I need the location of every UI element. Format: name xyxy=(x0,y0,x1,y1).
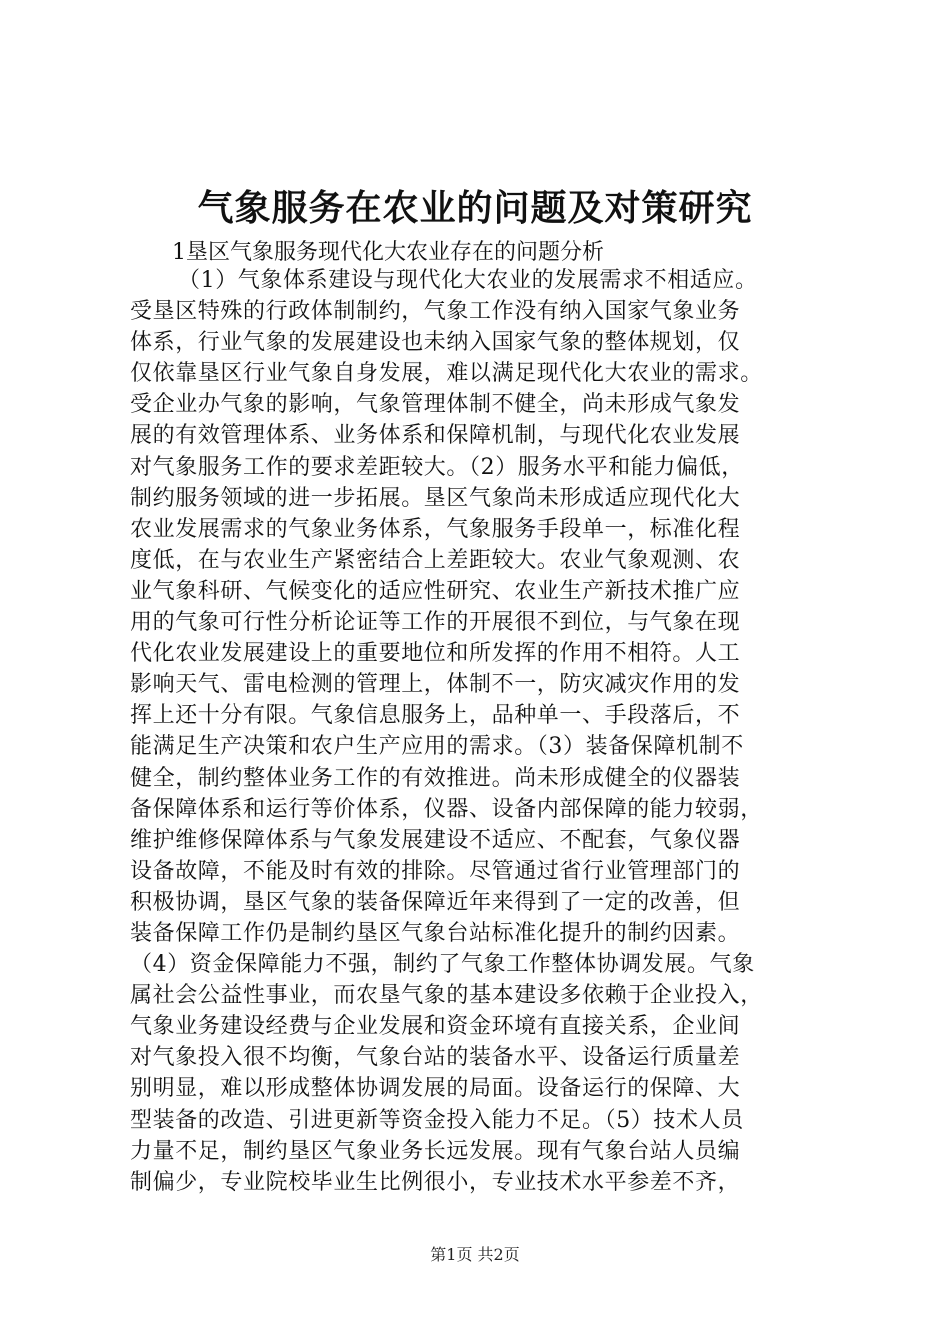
body-line: 积极协调，垦区气象的装备保障近年来得到了一定的改善，但 xyxy=(130,889,741,915)
body-line: 受垦区特殊的行政体制制约，气象工作没有纳入国家气象业务 xyxy=(130,299,741,325)
body-line: 制约服务领域的进一步拓展。垦区气象尚未形成适应现代化大 xyxy=(130,485,741,511)
body-line: 健全，制约整体业务工作的有效推进。尚未形成健全的仪器装 xyxy=(130,765,741,791)
body-line: 用的气象可行性分析论证等工作的开展很不到位，与气象在现 xyxy=(130,610,741,636)
body-line: 对气象投入很不均衡，气象台站的装备水平、设备运行质量差 xyxy=(130,1045,741,1071)
body-line: 农业发展需求的气象业务体系，气象服务手段单一，标准化程 xyxy=(130,516,741,542)
body-line: 仅依靠垦区行业气象自身发展，难以满足现代化大农业的需求。 xyxy=(130,361,763,387)
body-line: 代化农业发展建设上的重要地位和所发挥的作用不相符。人工 xyxy=(130,641,741,667)
body-line: 型装备的改造、引进更新等资金投入能力不足。（5）技术人员 xyxy=(130,1107,744,1133)
body-line: 挥上还十分有限。气象信息服务上，品种单一、手段落后，不 xyxy=(130,703,741,729)
body-line: （4）资金保障能力不强，制约了气象工作整体协调发展。气象 xyxy=(130,952,755,978)
body-line: 业气象科研、气候变化的适应性研究、农业生产新技术推广应 xyxy=(130,578,741,604)
body-line: 度低，在与农业生产紧密结合上差距较大。农业气象观测、农 xyxy=(130,547,741,573)
body-line: 展的有效管理体系、业务体系和保障机制，与现代化农业发展 xyxy=(130,423,741,449)
body-line: 对气象服务工作的要求差距较大。（2）服务水平和能力偏低， xyxy=(130,454,744,480)
body-line: 装备保障工作仍是制约垦区气象台站标准化提升的制约因素。 xyxy=(130,920,741,946)
body-line: 属社会公益性事业，而农垦气象的基本建设多依赖于企业投入， xyxy=(130,983,763,1009)
body-line: 受企业办气象的影响，气象管理体制不健全，尚未形成气象发 xyxy=(130,392,741,418)
body-line: 制偏少，专业院校毕业生比例很小，专业技术水平参差不齐， xyxy=(130,1169,741,1195)
body-line: 备保障体系和运行等价体系，仪器、设备内部保障的能力较弱， xyxy=(130,796,763,822)
body-line: 力量不足，制约垦区气象业务长远发展。现有气象台站人员编 xyxy=(130,1138,741,1164)
body-line: 能满足生产决策和农户生产应用的需求。（3）装备保障机制不 xyxy=(130,734,744,760)
body-line: 设备故障，不能及时有效的排除。尽管通过省行业管理部门的 xyxy=(130,858,741,884)
body-line: （1）气象体系建设与现代化大农业的发展需求不相适应。 xyxy=(178,268,758,293)
document-title: 气象服务在农业的问题及对策研究 xyxy=(197,187,753,229)
body-line: 体系，行业气象的发展建设也未纳入国家气象的整体规划，仅 xyxy=(130,330,741,356)
body-line: 气象业务建设经费与企业发展和资金环境有直接关系，企业间 xyxy=(130,1014,741,1040)
body-line: 维护维修保障体系与气象发展建设不适应、不配套，气象仪器 xyxy=(130,827,741,853)
page-footer: 第1页 共2页 xyxy=(430,1245,520,1264)
section-heading: 1垦区气象服务现代化大农业存在的问题分析 xyxy=(172,240,604,265)
body-line: 别明显，难以形成整体协调发展的局面。设备运行的保障、大 xyxy=(130,1076,741,1102)
body-line: 影响天气、雷电检测的管理上，体制不一，防灾减灾作用的发 xyxy=(130,672,741,698)
body-text xyxy=(130,265,850,1198)
